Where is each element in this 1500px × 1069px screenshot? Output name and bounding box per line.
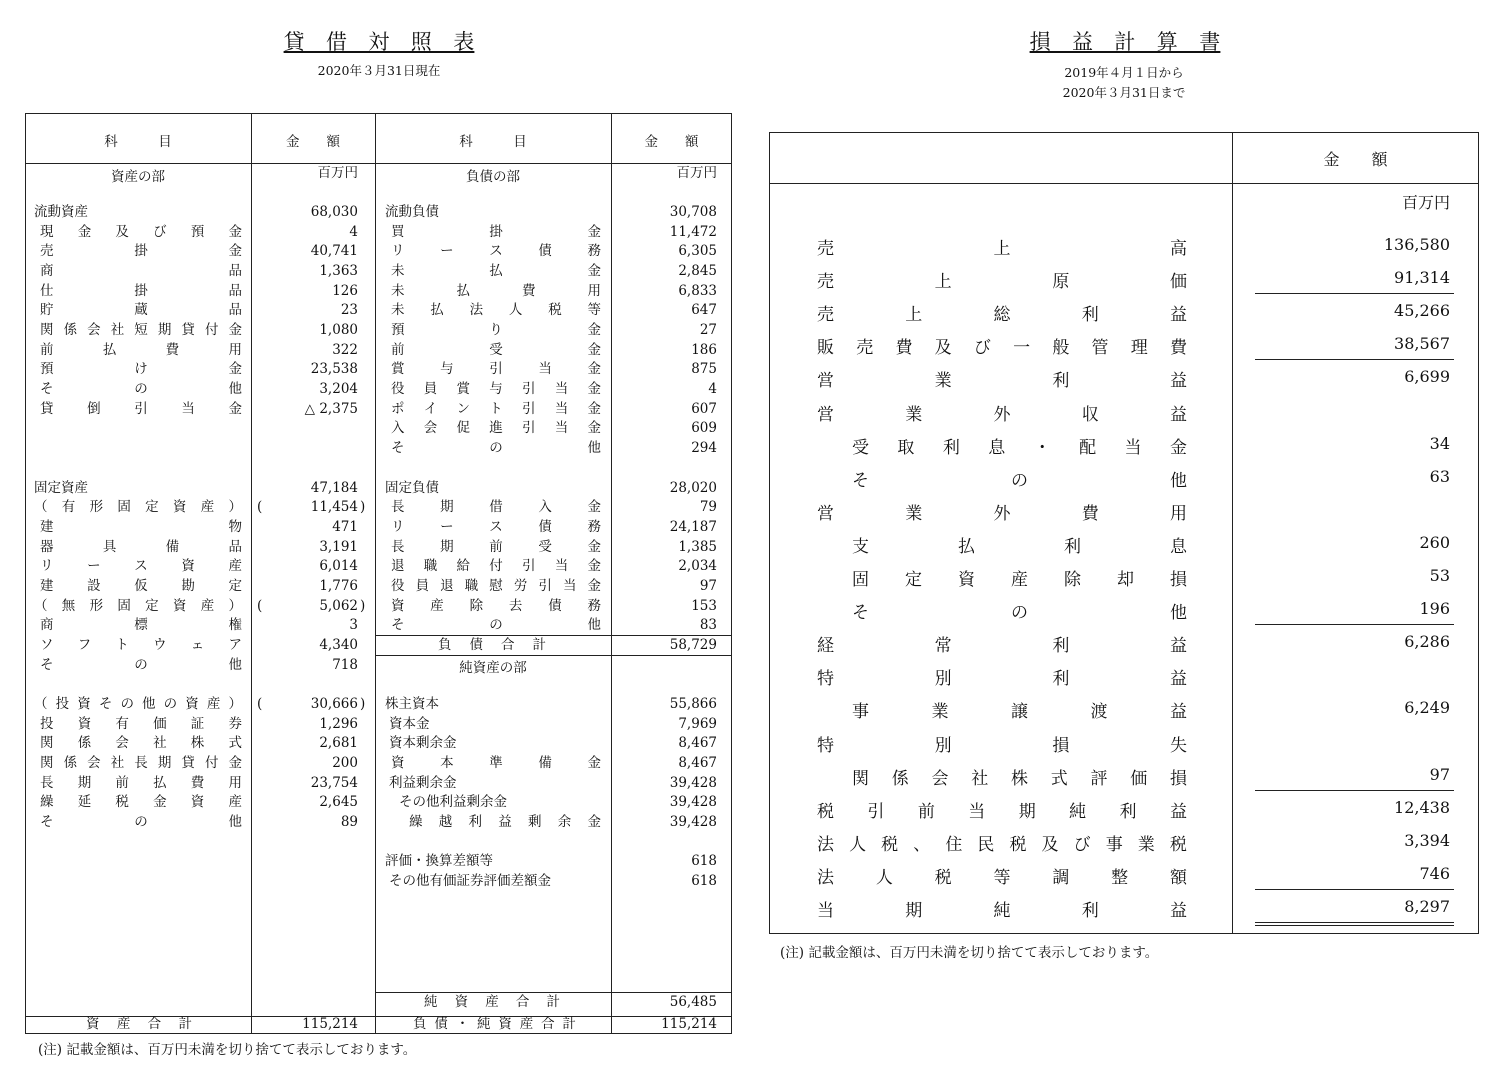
income-row-label: 支 払 利 息 [852,536,1187,557]
income-row-label: 特 別 利 益 [817,669,1187,690]
net-assets-total-label: 純 資 産 合 計 [424,994,560,1010]
is-header-amount: 金 額 [1323,150,1388,169]
bs-header-amount-left: 金 額 [286,134,340,150]
income-subtotal-rule [1255,624,1454,625]
asset-row-label: 投 資 有 価 証 券 [40,715,242,732]
liability-row-amount: 6,833 [678,282,717,299]
liability-row-amount: 294 [691,440,717,457]
liability-row-amount: 30,708 [669,204,717,220]
asset-row-label: 流動資産 [34,204,88,220]
assets-section-header: 資産の部 [111,169,165,185]
asset-row-label: 固定資産 [34,479,88,496]
income-period-to: 2020年３月31日まで [1062,85,1186,100]
asset-row-amount: 126 [332,282,358,299]
asset-row-amount: △ 2,375 [304,400,358,417]
asset-row-label: （ 無 形 固 定 資 産 ） [34,597,242,614]
liability-row-label: 退 職 給 付 引 当 金 [391,558,601,575]
income-row-amount: 12,438 [1394,797,1450,817]
asset-row-amount: 89 [340,814,358,831]
income-row-amount: 97 [1429,764,1450,784]
asset-row-amount: 40,741 [310,243,358,260]
asset-row-amount: 2,681 [319,735,358,752]
income-row-label: 特 別 損 失 [817,735,1187,756]
liab-total-amount: 58,729 [669,637,717,653]
income-row-amount: 34 [1429,433,1450,453]
asset-row-amount: 68,030 [310,204,358,220]
liability-row-label: 買 掛 金 [391,223,601,240]
income-row-amount: 8,297 [1404,897,1450,916]
liability-row-label: 役 員 退 職 慰 労 引 当 金 [391,577,601,594]
asset-row-amount: 322 [332,341,358,358]
liability-row-label: 賞 与 引 当 金 [391,361,601,378]
liability-row-amount: 4 [708,381,717,398]
income-subtotal-rule [1255,790,1454,791]
liability-row-amount: 28,020 [669,479,717,496]
liability-row-amount: 618 [691,873,717,890]
income-row-label: 経 常 利 益 [817,636,1187,657]
liab-total-label: 負 債 合 計 [438,637,546,653]
asset-row-amount: 718 [332,656,358,673]
balance-sheet-title: 貸 借 対 照 表 [283,30,475,54]
liability-row-amount: 55,866 [669,696,717,712]
income-row-amount: 45,266 [1394,301,1450,321]
income-total-double-rule [1255,922,1454,923]
asset-row-amount: 11,454 [310,499,358,516]
asset-row-label: ソ フ ト ウ ェ ア [40,636,242,653]
asset-paren-close: ) [360,597,366,614]
liability-row-amount: 27 [699,322,717,339]
liability-row-label: ポ イ ン ト 引 当 金 [391,400,601,417]
asset-paren-close: ) [360,696,366,712]
liability-row-amount: 97 [699,577,717,594]
asset-row-label: 商 標 権 [40,617,242,634]
asset-row-amount: 23 [340,302,358,319]
asset-total-label: 資 産 合 計 [86,1016,192,1032]
liability-row-amount: 8,467 [678,735,717,752]
asset-row-label: リ ー ス 資 産 [40,558,242,575]
liability-row-label: 資本金 [389,715,430,732]
asset-row-label: そ の 他 [40,381,242,398]
income-total-double-rule [1255,925,1454,926]
income-statement-title: 損 益 計 算 書 [1029,30,1221,54]
income-row-amount: 136,580 [1383,235,1450,254]
asset-row-amount: 1,080 [319,322,358,339]
asset-paren-open: ( [257,597,263,614]
income-row-label: 売 上 総 利 益 [817,305,1187,326]
net-assets-section-header: 純資産の部 [459,660,527,676]
liability-row-amount: 39,428 [669,794,717,811]
income-subtotal-rule [1255,889,1454,890]
income-row-label: 営 業 利 益 [817,371,1187,392]
income-row-label: 関 係 会 社 株 式 評 価 損 [852,768,1187,789]
liability-row-label: 利益剰余金 [389,774,457,791]
asset-row-label: 仕 掛 品 [40,282,242,299]
asset-row-amount: 1,296 [319,715,358,732]
liability-row-amount: 6,305 [678,243,717,260]
bs-divider-2 [375,113,376,1034]
liability-row-label: 流動負債 [385,204,439,220]
asset-row-label: そ の 他 [40,656,242,673]
income-row-label: 法 人 税 等 調 整 額 [817,867,1187,888]
liability-row-label: 未 払 金 [391,263,601,280]
bs-header-amount-right: 金 額 [644,134,699,150]
liability-row-amount: 875 [691,361,717,378]
liabilities-section-header: 負債の部 [466,169,520,185]
asset-paren-open: ( [257,696,263,712]
asset-row-label: 繰 延 税 金 資 産 [40,794,242,811]
is-unit-label: 百万円 [1401,193,1450,212]
income-statement-note: (注) 記載金額は、百万円未満を切り捨てて表示しております。 [780,945,1159,961]
income-row-amount: 91,314 [1394,268,1450,288]
liability-row-amount: 7,969 [678,715,717,732]
asset-total-amount: 115,214 [302,1016,358,1032]
asset-row-label: 前 払 費 用 [40,341,242,358]
income-row-label: 法 人 税 、 住 民 税 及 び 事 業 税 [817,834,1187,855]
liability-row-amount: 153 [691,597,717,614]
income-row-amount: 6,249 [1404,698,1450,718]
income-row-label: 売 上 高 [817,239,1187,259]
liab-net-total-amount: 115,214 [661,1016,717,1032]
asset-row-label: 売 掛 金 [40,243,242,260]
asset-row-label: 建 設 仮 勘 定 [40,577,242,594]
asset-row-amount: 1,363 [319,263,358,280]
asset-row-amount: 4,340 [319,636,358,653]
income-row-label: 事 業 譲 渡 益 [852,702,1187,723]
asset-row-label: 長 期 前 払 費 用 [40,774,242,791]
liability-row-label: 株主資本 [385,696,439,712]
asset-row-amount: 471 [332,518,358,535]
income-row-amount: 746 [1419,863,1450,883]
asset-paren-open: ( [257,499,263,516]
balance-sheet-note: (注) 記載金額は、百万円未満を切り捨てて表示しております。 [38,1042,417,1058]
liability-row-amount: 39,428 [669,774,717,791]
liability-row-amount: 607 [691,400,717,417]
income-row-amount: 196 [1419,599,1450,619]
asset-row-label: そ の 他 [40,814,242,831]
unit-label-right: 百万円 [676,165,717,181]
income-row-label: 売 上 原 価 [817,272,1187,293]
liability-row-label: リ ー ス 債 務 [391,243,601,260]
bs-header-subject-right: 科 目 [459,134,527,150]
asset-row-label: （ 有 形 固 定 資 産 ） [34,499,242,516]
asset-row-label: 現 金 及 び 預 金 [40,223,242,240]
liability-row-amount: 8,467 [678,755,717,772]
liability-row-amount: 79 [699,499,717,516]
liability-row-amount: 186 [691,341,717,358]
asset-row-amount: 4 [349,223,358,240]
liability-row-label: 資 産 除 去 債 務 [391,597,601,614]
liability-row-label: 前 受 金 [391,341,601,358]
asset-row-label: 貸 倒 引 当 金 [40,400,242,417]
income-row-label: 営 業 外 費 用 [817,503,1187,524]
liability-row-amount: 83 [699,617,717,634]
liability-row-label: 預 り 金 [391,322,601,339]
asset-row-label: 商 品 [40,263,242,280]
net-assets-total-amount: 56,485 [669,994,717,1010]
income-row-amount: 3,394 [1404,830,1450,850]
liability-row-label: 未 払 費 用 [391,282,601,299]
is-header-rule [769,183,1479,184]
balance-sheet-date: 2020年３月31日現在 [317,63,441,78]
asset-row-label: 器 具 備 品 [40,538,242,555]
liability-row-label: 未 払 法 人 税 等 [391,302,601,319]
income-period-from: 2019年４月１日から [1064,65,1184,80]
liability-row-label: 資 本 準 備 金 [391,755,601,772]
bs-header-subject-left: 科 目 [104,134,172,150]
asset-row-amount: 5,062 [319,597,358,614]
liability-row-label: 評価・換算差額等 [385,853,493,870]
asset-row-amount: 23,754 [310,774,358,791]
liability-row-label: 役 員 賞 与 引 当 金 [391,381,601,398]
liability-row-label: その他有価証券評価差額金 [389,873,551,890]
asset-row-label: 預 け 金 [40,361,242,378]
unit-label-left: 百万円 [317,165,358,181]
asset-row-amount: 3,204 [319,381,358,398]
liability-row-label: そ の 他 [391,440,601,457]
liability-row-amount: 24,187 [669,518,717,535]
asset-row-amount: 23,538 [310,361,358,378]
income-row-amount: 260 [1419,532,1450,552]
liability-row-label: 資本剰余金 [389,735,457,752]
income-row-label: 固 定 資 産 除 却 損 [852,570,1187,590]
liability-row-label: 長 期 借 入 金 [391,499,601,516]
asset-row-amount: 6,014 [319,558,358,575]
liability-row-label: そ の 他 [391,617,601,634]
liability-row-label: 長 期 前 受 金 [391,538,601,555]
asset-row-amount: 200 [332,755,358,772]
liability-row-amount: 2,034 [678,558,717,575]
asset-row-label: 建 物 [40,518,242,535]
asset-row-label: 貯 蔵 品 [40,302,242,319]
income-row-label: そ の 他 [852,603,1187,624]
income-row-label: 受 取 利 息 ・ 配 当 金 [852,437,1187,458]
income-row-label: そ の 他 [852,470,1187,491]
liability-row-label: リ ー ス 債 務 [391,518,601,535]
income-subtotal-rule [1255,359,1454,360]
liability-row-amount: 1,385 [678,538,717,555]
asset-row-amount: 3,191 [319,538,358,555]
asset-row-label: 関 係 会 社 長 期 貸 付 金 [40,755,242,772]
liability-row-label: 固定負債 [385,479,439,496]
liability-row-amount: 647 [691,302,717,319]
income-row-amount: 6,286 [1404,632,1450,652]
income-row-amount: 6,699 [1404,367,1450,387]
income-row-label: 当 期 純 利 益 [817,901,1187,921]
liability-row-amount: 11,472 [669,223,717,240]
liability-row-amount: 39,428 [669,814,717,831]
income-row-label: 営 業 外 収 益 [817,404,1187,425]
asset-row-label: 関 係 会 社 株 式 [40,735,242,752]
income-row-amount: 38,567 [1394,334,1450,354]
asset-row-label: 関 係 会 社 短 期 貸 付 金 [40,322,242,339]
income-subtotal-rule [1255,293,1454,294]
asset-row-amount: 2,645 [319,794,358,811]
asset-row-label: （ 投 資 そ の 他 の 資 産 ） [34,696,242,712]
asset-row-amount: 3 [349,617,358,634]
asset-paren-close: ) [360,499,366,516]
liab-net-total-label: 負 債 ・ 純 資 産 合 計 [413,1016,576,1032]
income-row-label: 税 引 前 当 期 純 利 益 [817,801,1187,822]
liability-row-amount: 618 [691,853,717,870]
liability-row-label: 繰 越 利 益 剰 余 金 [409,814,601,831]
income-row-label: 販 売 費 及 び 一 般 管 理 費 [817,338,1187,359]
asset-row-amount: 1,776 [319,577,358,594]
asset-row-amount: 47,184 [310,479,358,496]
income-row-amount: 53 [1429,566,1450,585]
income-row-amount: 63 [1429,466,1450,486]
liability-row-amount: 609 [691,420,717,437]
liability-row-label: 入 会 促 進 引 当 金 [391,420,601,437]
liability-row-label: その他利益剰余金 [399,794,507,811]
asset-row-amount: 30,666 [310,696,358,712]
liability-row-amount: 2,845 [678,263,717,280]
